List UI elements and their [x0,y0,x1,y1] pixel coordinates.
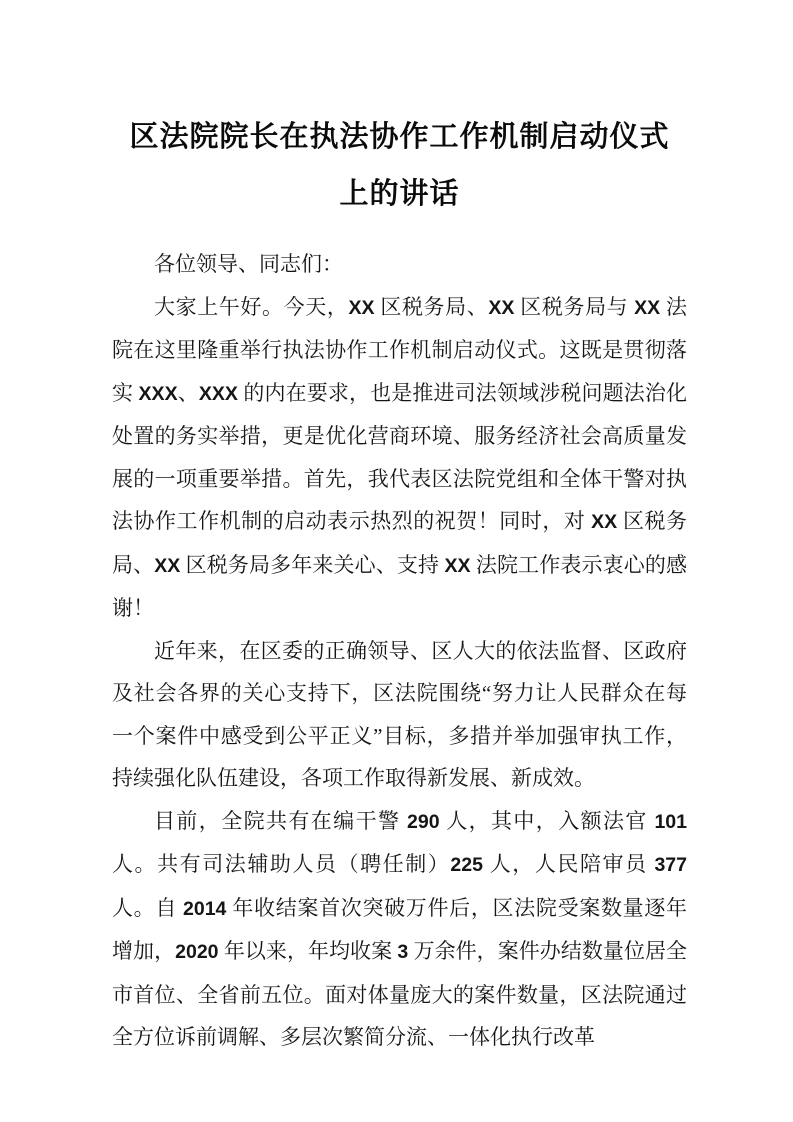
document-body [112,243,687,1059]
page-title: 区法院院长在执法协作工作机制启动仪式上的讲话 [129,121,670,210]
latin-text-run: 225 [450,854,483,876]
latin-text-run: XX [348,296,375,319]
latin-text-run: XXX [138,382,178,405]
paragraph-court-statistics: 目前，全院共有在编干警 290 人，其中，入额法官 101 人。共有司法辅助人员（聘任制）225 人，人民陪审员 377 人。自 2014 年收结案首次突破万件后，区法院受案数量逐年增加，2020 年以来，年均收案 3 万余件，案件办结数量位居全市首位、全省前五位。面对体量庞大的案件数量，区法院通过全方位诉前调解、多层次繁简分流、一体化执行改革 [112,808,688,1049]
latin-text-run: 377 [654,854,687,876]
paragraph-opening: 大家上午好。今天，XX 区税务局、XX 区税务局与 XX 法院在这里隆重举行执法协作工作机制启动仪式。这既是贯彻落实 XXX、XXX 的内在要求，也是推进司法领域涉税问题法治化处置的务实举措，更是优化营商环境、服务经济社会高质量发展的一项重要举措。首先，我代表区法院党组和全体干警对执法协作工作机制的启动表示热烈的祝贺！同时，对 XX 区税务局、XX 区税务局多年来关心、支持 XX 法院工作表示衷心的感谢！ [112,294,688,620]
latin-text-run: 290 [407,810,440,833]
latin-text-run: XX [154,554,181,577]
paragraph-recent-years: 近年来，在区委的正确领导、区人大的依法监督、区政府及社会各界的关心支持下，区法院围绕“努力让人民群众在每一个案件中感受到公平正义”目标，多措并举加强审执工作，持续强化队伍建设，各项工作取得新发展、新成效。 [112,638,687,790]
latin-text-run: XX [591,511,618,533]
latin-text-run: XXX [198,382,238,405]
latin-text-run: XX [634,296,661,319]
latin-text-run: 3 [397,941,409,963]
latin-text-run: 101 [654,810,688,833]
latin-text-run: 2020 [175,941,219,963]
latin-text-run: 2014 [182,897,227,920]
latin-text-run: XX [444,554,471,577]
latin-text-run: XX [488,296,515,319]
paragraph-greeting: 各位领导、同志们： [154,252,343,276]
